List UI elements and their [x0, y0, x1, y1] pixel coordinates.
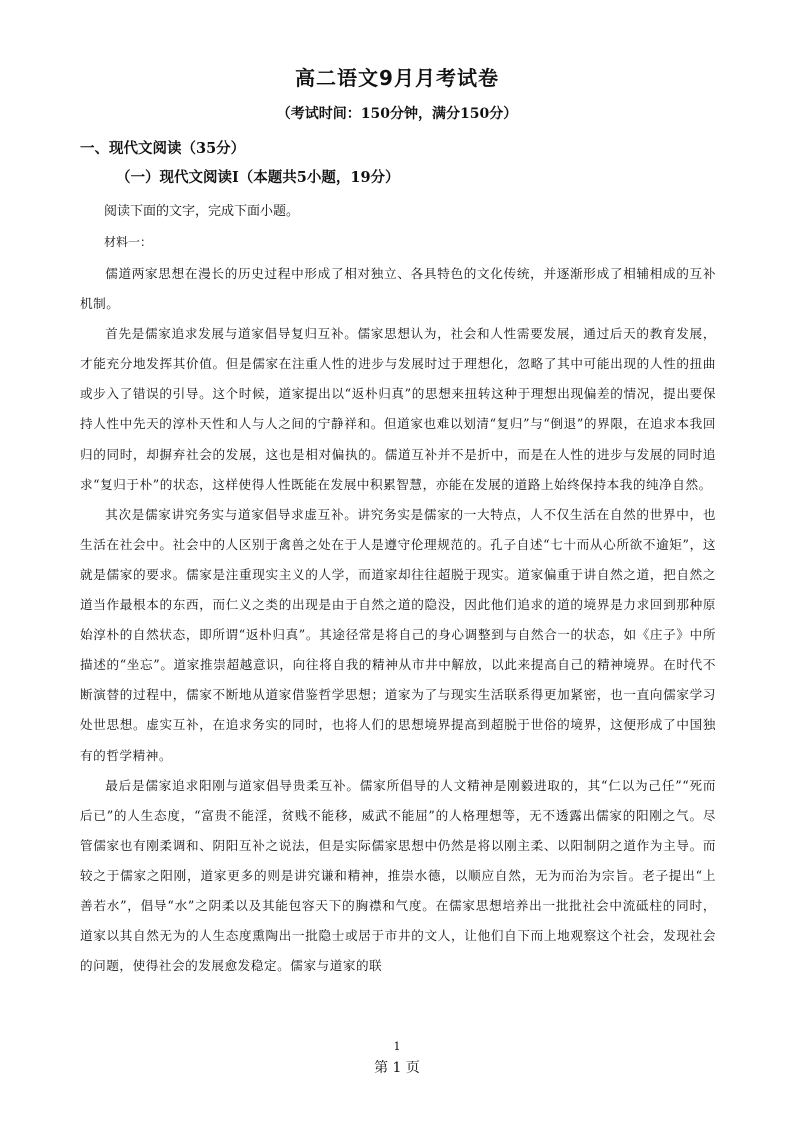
subsection-heading: （一）现代文阅读Ⅰ（本题共5小题，19分） [116, 169, 400, 186]
page-title: 高二语文9月月考试卷 [295, 66, 499, 90]
page-footer: 第 1 页 [374, 1060, 420, 1076]
reading-instruction: 阅读下面的文字，完成下面小题。 [104, 204, 300, 219]
passage-paragraph-3: 其次是儒家讲究务实与道家倡导求虚互补。讲究务实是儒家的一大特点，人不仅生活在自然的世界中，也生活在社会中。社会中的人区别于禽兽之处在于人是遵守伦理规范的。孔子自述“七十而从心所欲不逾矩”，这就是儒家的要求。儒家是注重现实主义的人学，而道家却往往超脱于现实。道家偏重于讲自然之道，把自然之道当作最根本的东西，而仁义之类的出现是由于自然之道的隐没，因此他们追求的道的境界是力求回到那种原始淳朴的自然状态，即所谓“返朴归真”。其途径常是将自己的身心调整到与自然合一的状态，如《庄子》中所描述的“坐忘”。道家推崇超越意识，向往将自我的精神从市井中解放，以此来提高自己的精神境界。在时代不断演替的过程中，儒家不断地从道家借鉴哲学思想；道家为了与现实生活联系得更加紧密，也一直向儒家学习处世思想。虚实互补，在追求务实的同时，也将人们的思想境界提高到超脱于世俗的境界，这便形成了中国独有的哲学精神。 [80, 506, 716, 763]
passage-paragraph-2: 首先是儒家追求发展与道家倡导复归互补。儒家思想认为，社会和人性需要发展，通过后天的教育发展，才能充分地发挥其价值。但是儒家在注重人性的进步与发展时过于理想化，忽略了其中可能出现的人性的扭曲或步入了错误的引导。这个时候，道家提出以“返朴归真”的思想来扭转这种于理想出现偏差的情况，提出要保持人性中先天的淳朴天性和人与人之间的宁静祥和。但道家也难以划清“复归”与“倒退”的界限，在追求本我回归的同时，却摒弃社会的发展，这也是相对偏执的。儒道互补并不是折中，而是在人性的进步与发展的同时追求“复归于朴”的状态，这样使得人性既能在发展中积累智慧，亦能在发展的道路上始终保持本我的纯净自然。 [80, 326, 716, 492]
material-label: 材料一： [104, 235, 153, 249]
passage-paragraph-1: 儒道两家思想在漫长的历史过程中形成了相对独立、各具特色的文化传统，并逐渐形成了相辅相成的互补机制。 [80, 266, 716, 312]
section-heading: 一、现代文阅读（35分） [80, 140, 246, 157]
reading-passage [80, 259, 716, 981]
exam-info: （考试时间：150分钟，满分150分） [276, 106, 518, 122]
passage-paragraph-4: 最后是儒家追求阳刚与道家倡导贵柔互补。儒家所倡导的人文精神是刚毅进取的，其“仁以为己任”“死而后已”的人生态度，“富贵不能淫，贫贱不能移，威武不能屈”的人格理想等，无不透露出儒家的阳刚之气。尽管儒家也有刚柔调和、阴阳互补之说法，但是实际儒家思想中仍然是将以刚主柔、以阳制阴之道作为主导。而较之于儒家之阳刚，道家更多的则是讲究谦和精神，推崇水德，以顺应自然，无为而治为宗旨。老子提出“上善若水”，倡导“水”之阴柔以及其能包容天下的胸襟和气度。在儒家思想培养出一批批社会中流砥柱的同时，道家以其自然无为的人生态度熏陶出一批隐士或居于市井的文人，让他们自下而上地观察这个社会，发现社会的问题，使得社会的发展愈发稳定。儒家与道家的联 [80, 777, 716, 974]
page-number: 1 [393, 1040, 401, 1053]
